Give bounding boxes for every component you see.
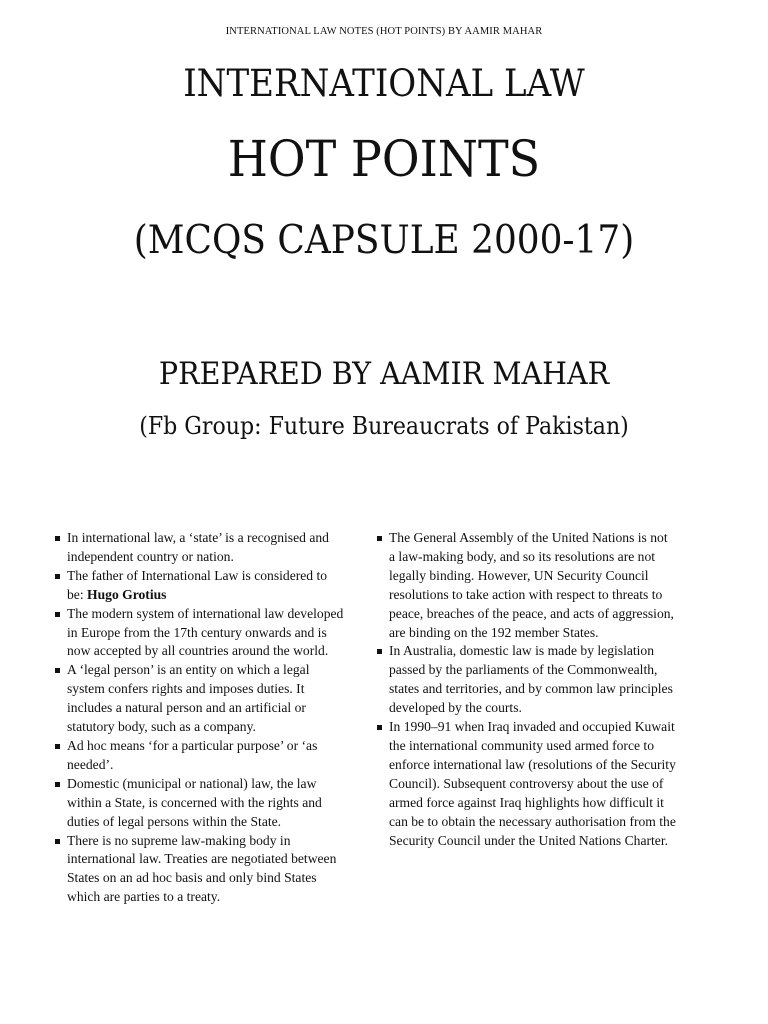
list-item (55, 775, 345, 832)
author-line: PREPARED BY AAMIR MAHAR (158, 356, 610, 392)
group-line: (Fb Group: Future Bureaucrats of Pakistan) (139, 412, 629, 440)
bullet-icon (55, 668, 60, 673)
point-text: In 1990–91 when Iraq invaded and occupied Kuwait the international community used armed force to enforce international law (resolutions of the Security Council). Subsequent controversy about the use of armed force against Iraq highlights how difficult it can be to obtain the necessary authorisation from the Security Council under the United Nations Charter. (389, 719, 676, 848)
right-bullet-list (377, 529, 677, 850)
bullet-icon (55, 839, 60, 844)
bullet-icon (377, 649, 382, 654)
list-item (55, 737, 345, 775)
title-international-law: INTERNATIONAL LAW (183, 62, 585, 105)
bullet-icon (55, 536, 60, 541)
bullet-icon (377, 536, 382, 541)
title-mcqs-capsule: (MCQS CAPSULE 2000-17) (133, 218, 635, 263)
list-item (377, 718, 677, 850)
bullet-icon (55, 574, 60, 579)
point-text: In international law, a ‘state’ is a recognised and independent country or nation. (67, 530, 329, 564)
point-text: The father of International Law is considered to be: (67, 567, 328, 602)
point-text: The General Assembly of the United Nations is not a law-making body, and so its resolutions are not legally binding. However, UN Security Council resolutions to take action with respect to threats to peace, breaches of the peace, and acts of aggression, are binding on the 192 member States. (389, 530, 674, 640)
list-item (55, 605, 345, 662)
point-text: A ‘legal person’ is an entity on which a legal system confers rights and imposes duties. It includes a natural person and an artificial or statutory body, such as a company. (67, 662, 310, 735)
list-item (55, 529, 345, 567)
bullet-icon (55, 744, 60, 749)
list-item (55, 661, 345, 737)
left-bullet-list (55, 529, 345, 907)
list-item (377, 529, 677, 642)
point-text: The modern system of international law developed in Europe from the 17th century onwards and is now accepted by all countries around the world. (67, 605, 344, 659)
bullet-icon (377, 725, 382, 730)
point-text: In Australia, domestic law is made by legislation passed by the parliaments of the Commonwealth, states and territories, and by common law principles developed by the courts. (389, 643, 673, 716)
point-emphasis: Hugo Grotius (87, 586, 167, 602)
bullet-icon (55, 612, 60, 617)
running-header: INTERNATIONAL LAW NOTES (HOT POINTS) BY AAMIR MAHAR (225, 26, 543, 37)
list-item (55, 832, 345, 908)
title-hot-points: HOT POINTS (227, 130, 541, 188)
point-text: There is no supreme law-making body in international law. Treaties are negotiated between States on an ad hoc basis and only bind States which are parties to a treaty. (67, 832, 337, 905)
point-text: Ad hoc means ‘for a particular purpose’ or ‘as needed’. (67, 737, 318, 772)
list-item (55, 567, 345, 605)
bullet-icon (55, 782, 60, 787)
point-text: Domestic (municipal or national) law, the law within a State, is concerned with the rights and duties of legal persons within the State. (67, 775, 322, 829)
list-item (377, 642, 677, 718)
